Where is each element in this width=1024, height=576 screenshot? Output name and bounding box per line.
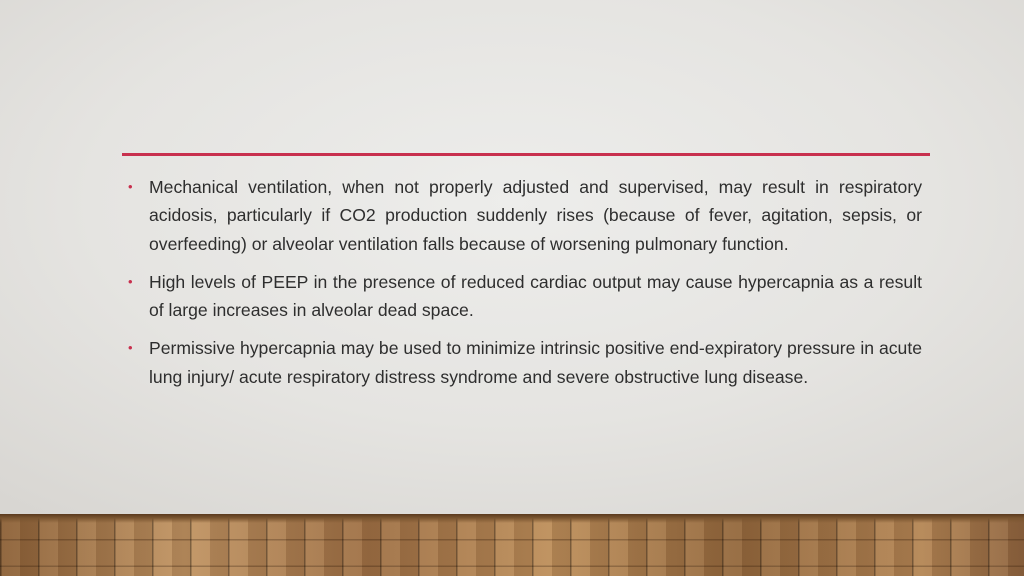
bullet-text: Mechanical ventilation, when not properly adjusted and supervised, may result in respiratory acidosis, particularly if CO2 production suddenly rises (because of fever, agitation, sepsis, or overfeeding) or alveolar ventilation falls because of worsening pulmonary function. <box>149 177 922 254</box>
bullet-text: High levels of PEEP in the presence of reduced cardiac output may cause hypercapnia as a result of large increases in alveolar dead space. <box>149 271 922 321</box>
bullet-item <box>128 268 922 325</box>
bullet-item <box>128 334 922 391</box>
bullet-dot-icon: • <box>128 179 133 194</box>
bullet-list <box>128 173 922 401</box>
bullet-text: Permissive hypercapnia may be used to minimize intrinsic positive end-expiratory pressure in acute lung injury/ acute respiratory distress syndrome and severe obstructive lung disease. <box>149 338 922 387</box>
bullet-dot-icon: • <box>128 273 133 289</box>
bullet-dot-icon: • <box>128 340 133 356</box>
bullet-item <box>128 173 922 258</box>
wooden-floor-decoration <box>0 514 1024 576</box>
title-divider-line <box>122 153 930 156</box>
